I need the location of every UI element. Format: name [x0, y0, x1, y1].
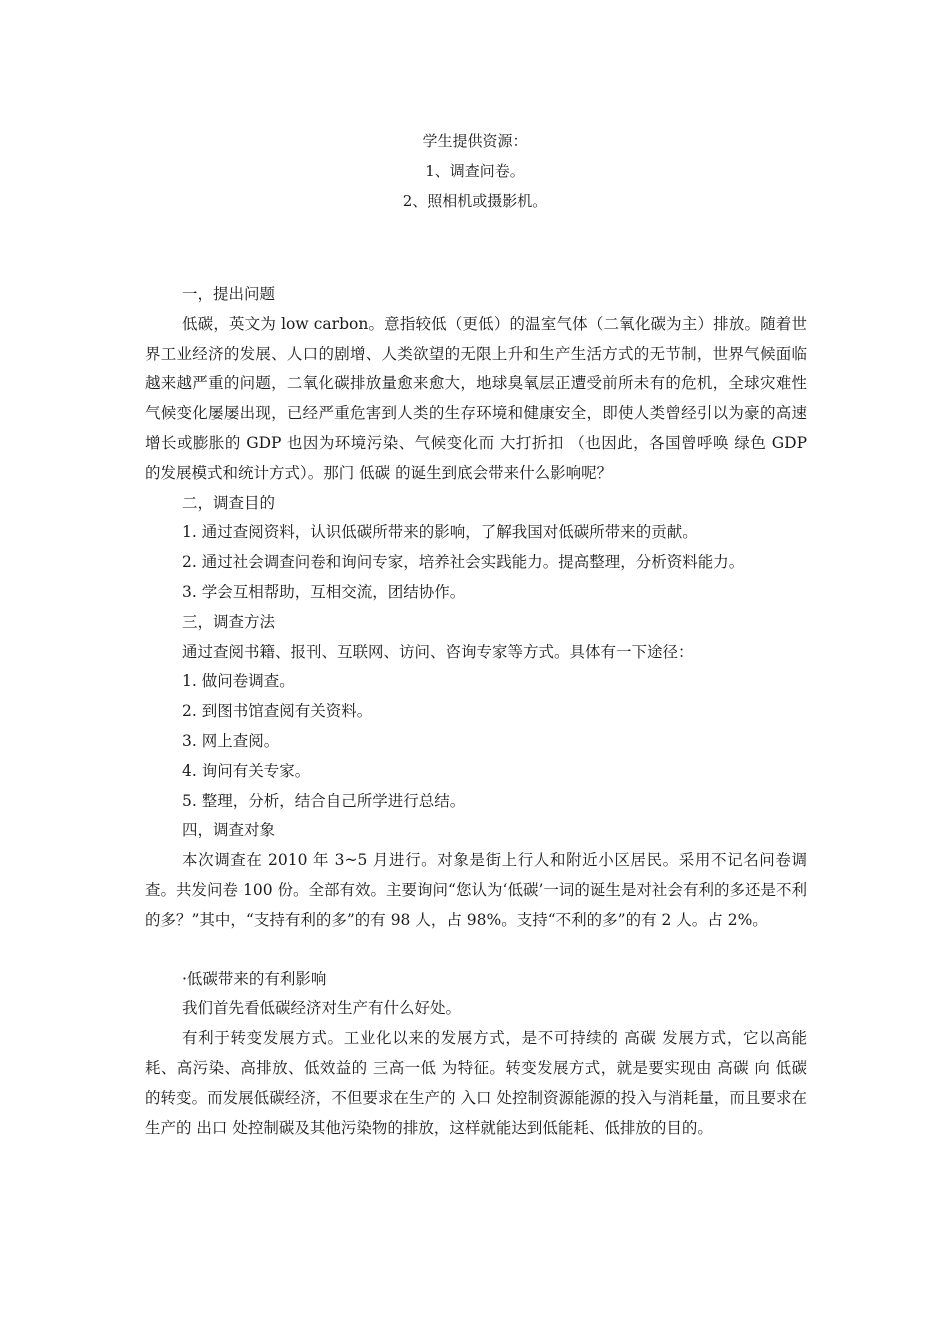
section-intro: 通过查阅书籍、报刊、互联网、访问、咨询专家等方式。具体有一下途径：	[182, 642, 694, 661]
section-heading: 一，提出问题	[182, 285, 276, 303]
list-item: 2. 到图书馆查阅有关资料。	[182, 702, 373, 721]
spacer	[145, 936, 807, 965]
section-paragraph: 本次调查在 2010 年 3~5 月进行。对象是街上行人和附近小区居民。采用不记名问卷调查。共发问卷 100 份。全部有效。主要询问“您认为‘低碳’一词的诞生是对社会有利的多还是不利的多？”其中，“支持有利的多”的有 98 人，占 98%。支持“不利的多”的有 2 人。占 2%。	[145, 851, 807, 929]
section-paragraph: 有利于转变发展方式。工业化以来的发展方式，是不可持续的 高碳 发展方式，它以高能耗、高污染、高排放、低效益的 三高一低 为特征。转变发展方式，就是要实现由 高碳 向 低碳 的转变。而发展低碳经济，不但要求在生产的 入口 处控制资源能源的投入与消耗量，而且要求在生产的 出口 处控制碳及其他污染物的排放，这样就能达到低能耗、低排放的目的。	[145, 1029, 807, 1137]
list-item: 4. 询问有关专家。	[182, 761, 311, 780]
purpose-list	[145, 518, 807, 607]
resources-header	[0, 126, 950, 216]
section-paragraph: 我们首先看低碳经济对生产有什么好处。	[182, 999, 462, 1018]
section-heading: 二，调查目的	[182, 493, 276, 512]
resource-item: 1、调查问卷。	[425, 162, 525, 180]
section-paragraph: 低碳，英文为 low carbon。意指较低（更低）的温室气体（二氧化碳为主）排放。随着世界工业经济的发展、人口的剧增、人类欲望的无限上升和生产生活方式的无节制，世界气候面临越来越严重的问题，二氧化碳排放量愈来愈大，地球臭氧层正遭受前所未有的危机，全球灾难性气候变化屡屡出现，已经严重危害到人类的生存环境和健康安全，即使人类曾经引以为豪的高速增长或膨胀的 GDP 也因为环境污染、气候变化而 大打折扣 （也因此，各国曾呼唤 绿色 GDP 的发展模式和统计方式）。那门 低碳 的诞生到底会带来什么影响呢？	[145, 314, 807, 482]
section-heading: ·低碳带来的有利影响	[182, 969, 327, 988]
section-heading: 三，调查方法	[182, 612, 276, 631]
list-item: 2. 通过社会调查问卷和询问专家，培养社会实践能力。提高整理，分析资料能力。	[182, 553, 745, 572]
section-heading: 四，调查对象	[182, 821, 276, 840]
list-item: 1. 做问卷调查。	[182, 672, 295, 691]
resources-title: 学生提供资源：	[422, 132, 528, 150]
report-body	[145, 280, 807, 1143]
list-item: 1. 通过查阅资料，认识低碳所带来的影响，了解我国对低碳所带来的贡献。	[182, 523, 698, 542]
list-item: 3. 网上查阅。	[182, 731, 280, 750]
resource-item: 2、照相机或摄影机。	[402, 192, 548, 210]
method-list	[145, 667, 807, 816]
list-item: 3. 学会互相帮助，互相交流，团结协作。	[182, 582, 466, 601]
list-item: 5. 整理，分析，结合自己所学进行总结。	[182, 791, 466, 810]
